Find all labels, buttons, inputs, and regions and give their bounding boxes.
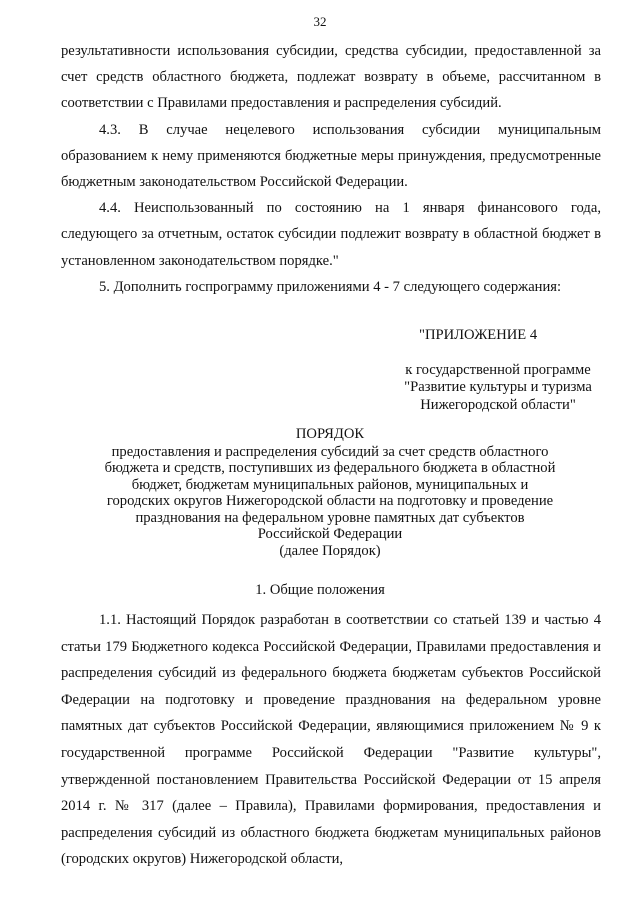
paragraph-5: 5. Дополнить госпрограмму приложениями 4 - 7 следующего содержания:	[99, 278, 562, 295]
appendix-line: Нижегородской области"	[420, 396, 576, 413]
paragraph-4-4: 4.4. Неиспользованный по состоянию на 1 января финансового года, следующего за отчетным, остаток субсидии подлежит возврату в областной бюджет в установленном законодательством порядке."	[61, 200, 601, 269]
appendix-header	[367, 327, 629, 414]
order-subtitle-line: предоставления и распределения субсидий за счет средств областного	[111, 443, 549, 460]
appendix-label: "ПРИЛОЖЕНИЕ 4	[419, 327, 538, 343]
order-subtitle-line: бюджета и средств, поступивших из федерального бюджета в областной	[104, 460, 556, 476]
order-subtitle-line: (далее Порядок)	[279, 542, 381, 559]
body-text-bottom	[61, 607, 601, 873]
appendix-line: "Развитие культуры и туризма	[404, 379, 592, 395]
body-text-top	[61, 38, 601, 300]
section-heading: 1. Общие положения	[255, 582, 385, 598]
order-subtitle-line: бюджет, бюджетам муниципальных районов, муниципальных и	[131, 476, 529, 493]
paragraph-4-3: 4.3. В случае нецелевого использования субсидии муниципальным образованием к нему применяются бюджетные меры принуждения, предусмотренные бюджетным законодательством Российской Федерации.	[61, 121, 601, 191]
paragraph-result-clause: результативности использования субсидии, средства субсидии, предоставленной за счет средств областного бюджета, подлежат возврату в объеме, рассчитанном в соответствии с Правилами предоставления и распределения субсидий.	[61, 43, 601, 112]
order-title: ПОРЯДОК	[295, 426, 365, 442]
page-number: 32	[313, 14, 327, 29]
appendix-line: к государственной программе	[405, 361, 591, 378]
order-subtitle-line: празднования на федеральном уровне памятных дат субъектов	[135, 509, 525, 526]
order-heading	[60, 426, 600, 559]
paragraph-1-1: 1.1. Настоящий Порядок разработан в соответствии со статьей 139 и частью 4 статьи 179 Бюджетного кодекса Российской Федерации, Правилами предоставления и распределения субсидий из федерального бюджета бюджетам субъектов Российской Федерации на подготовку и проведение празднования на федеральном уровне памятных дат субъектов Российской Федерации, являющимися приложением № 9 к государственной программе Российской Федерации "Развитие культуры", утвержденной постановлением Правительства Российской Федерации от 15 апреля 2014 г. № 317 (далее – Правила), Правилами формирования, предоставления и распределения субсидий из областного бюджета бюджетам муниципальных районов (городских округов) Нижегородской области,	[61, 612, 601, 868]
order-subtitle-line: Российской Федерации	[257, 526, 403, 542]
order-subtitle-line: городских округов Нижегородской области на подготовку и проведение	[106, 493, 554, 509]
